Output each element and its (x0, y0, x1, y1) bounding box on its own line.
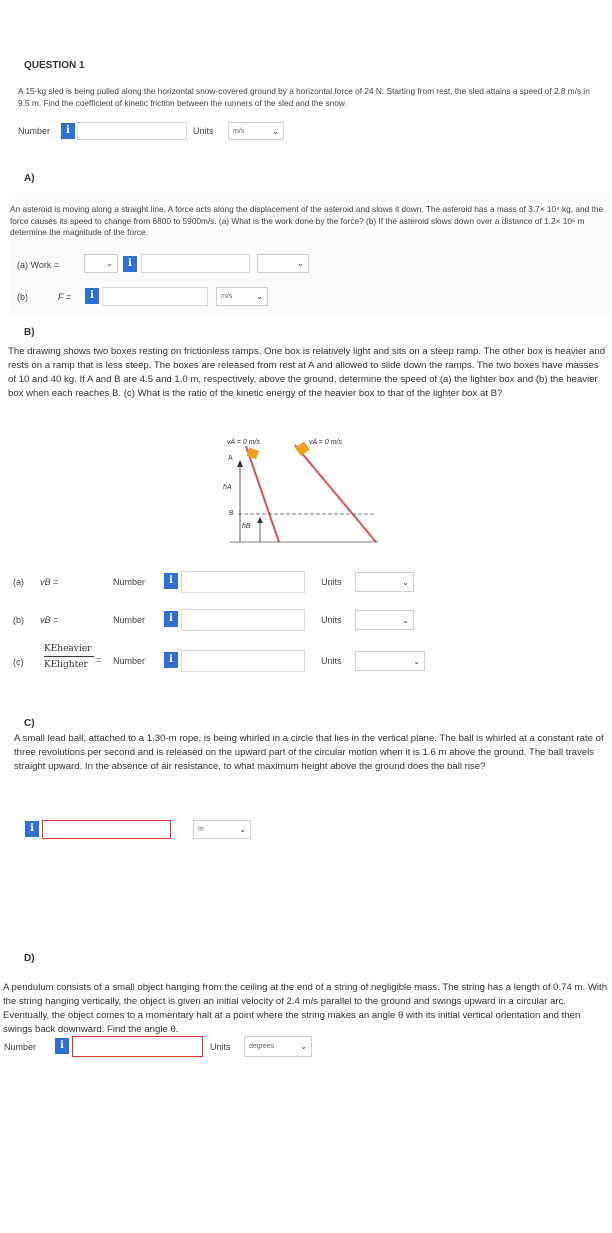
vb-heavy-input[interactable] (181, 609, 305, 631)
heavy-box (295, 441, 310, 456)
number-label: Number (113, 615, 146, 625)
info-icon[interactable]: i (85, 288, 99, 304)
section-a-text: An asteroid is moving along a straight line. A force acts along the displacement of the asteroid and slows it down. The asteroid has a mass of 3.7× 10⁴ kg, and the force causes its speed to change from 6800 to 5900m/s. (a) What is the work done by the force? (b) If the asteroid slows down over a distance of 1.2× 10⁶ m determine the magnitude of the force. (10, 204, 604, 237)
info-icon[interactable]: i (164, 611, 178, 627)
point-b-label: B (229, 510, 234, 517)
q1-number-input[interactable] (77, 122, 187, 140)
q1-units-select[interactable] (228, 122, 284, 140)
chevron-down-icon: ⌄ (300, 1042, 307, 1051)
max-height-input[interactable] (42, 820, 171, 839)
fraction-bar (44, 656, 94, 657)
number-label: Number (18, 126, 51, 136)
section-d-text: A pendulum consists of a small object hanging from the ceiling at the end of a string of negligible mass. The string has a length of 0.74 m. With the string hanging vertically, the object is given an initial velocity of 2.4 m/s parallel to the ground and swings upward in a circular arc. Eventually, the object comes to a momentary halt at a point where the string makes an angle θ with its initial vertical orientation and then swings back downward. Find the angle θ. (3, 982, 608, 1035)
chevron-down-icon: ⌄ (239, 825, 246, 834)
equals-sign: = (96, 655, 102, 665)
select-value: degrees (249, 1043, 275, 1050)
vb-label: vB = (40, 615, 59, 625)
shallow-ramp (295, 445, 376, 542)
point-a-label: A (228, 455, 233, 462)
height-units-select[interactable] (193, 820, 251, 839)
work-input[interactable] (141, 254, 250, 273)
ke-ratio-units-select[interactable] (355, 651, 425, 671)
info-icon[interactable]: i (61, 123, 75, 139)
ke-lighter-label: KElighter (44, 660, 88, 670)
row-b-label: (b) (13, 615, 24, 625)
info-icon[interactable]: i (25, 821, 39, 837)
units-label: Units (321, 656, 342, 666)
units-label: Units (210, 1042, 231, 1052)
select-value: m/s (221, 293, 233, 300)
section-c-title: C) (24, 718, 35, 729)
va-right-label: vA = 0 m/s (309, 439, 343, 446)
units-label: Units (321, 615, 342, 625)
ramps-diagram (200, 436, 380, 556)
units-label: Units (193, 126, 214, 136)
chevron-down-icon: ⌄ (272, 126, 279, 136)
chevron-down-icon: ⌄ (256, 292, 263, 301)
ke-heavier-label: KEheavier (44, 644, 92, 654)
angle-units-select[interactable] (244, 1036, 312, 1057)
select-value: m/s (233, 127, 245, 135)
section-b-text: The drawing shows two boxes resting on frictionless ramps. One box is relatively light and sits on a steep ramp. The other box is heavier and rests on a ramp that is less steep. The boxes are released from rest at A and allowed to slide down the ramps. The two boxes have masses of 10 and 40 kg. If A and B are 4.5 and 1.0 m, respectively, above the ground, determine the speed of (a) the lighter box and (b) the heavier box when each reaches B. (c) What is the ratio of the kinetic energy of the heavier box to that of the lighter box at B? (8, 346, 606, 399)
info-icon[interactable]: i (55, 1038, 69, 1054)
chevron-down-icon: ⌄ (402, 577, 409, 587)
vb-light-input[interactable] (181, 571, 305, 593)
work-units-select[interactable] (257, 254, 309, 273)
question-title: QUESTION 1 (24, 60, 85, 71)
ke-ratio-input[interactable] (181, 650, 305, 672)
section-c-text: A small lead ball, attached to a 1.30-m rope, is being whirled in a circle that lies in the vertical plane. The ball is whirled at a constant rate of three revolutions per second and is released on the upward part of the circular motion when it is 1.6 m above the ground. The ball travels straight upward. In the absence of air resistance, to what maximum height above the ground does the ball rise? (14, 733, 604, 772)
info-icon[interactable]: i (123, 256, 137, 272)
select-value: m (198, 826, 204, 833)
number-label: Number (4, 1042, 37, 1052)
info-icon[interactable]: i (164, 573, 178, 589)
ha-arrowhead (237, 460, 243, 467)
section-b-title: B) (24, 327, 35, 338)
info-icon[interactable]: i (164, 652, 178, 668)
vb-heavy-units-select[interactable] (355, 610, 414, 630)
units-label: Units (321, 577, 342, 587)
number-label: Number (113, 577, 146, 587)
part-b-label: (b) (17, 292, 28, 302)
section-a-title: A) (24, 173, 35, 184)
force-input[interactable] (102, 287, 208, 306)
row-c-label: (c) (13, 657, 24, 667)
question-1-text: A 15-kg sled is being pulled along the horizontal snow-covered ground by a horizontal force of 24 N. Starting from rest, the sled attains a speed of 2.8 m/s in 9.5 m. Find the coefficient of kinetic friction between the runners of the sled and the snow. (18, 86, 590, 108)
va-left-label: vA = 0 m/s (227, 439, 261, 446)
ha-label: hA (223, 484, 232, 491)
force-units-select[interactable] (216, 287, 268, 306)
work-sign-select[interactable] (84, 254, 118, 273)
force-label: F = (58, 292, 72, 302)
number-label: Number (113, 656, 146, 666)
chevron-down-icon: ⌄ (106, 259, 113, 268)
hb-label: hB (242, 523, 251, 530)
chevron-down-icon: ⌄ (413, 656, 420, 666)
vb-light-units-select[interactable] (355, 572, 414, 592)
chevron-down-icon: ⌄ (297, 259, 304, 268)
vb-label: vB = (40, 577, 59, 587)
hb-arrowhead (257, 517, 263, 523)
row-a-label: (a) (13, 577, 24, 587)
light-box (247, 448, 259, 460)
angle-input[interactable] (72, 1036, 203, 1057)
section-d-title: D) (24, 953, 35, 964)
work-label: (a) Work = (17, 260, 60, 270)
chevron-down-icon: ⌄ (402, 615, 409, 625)
